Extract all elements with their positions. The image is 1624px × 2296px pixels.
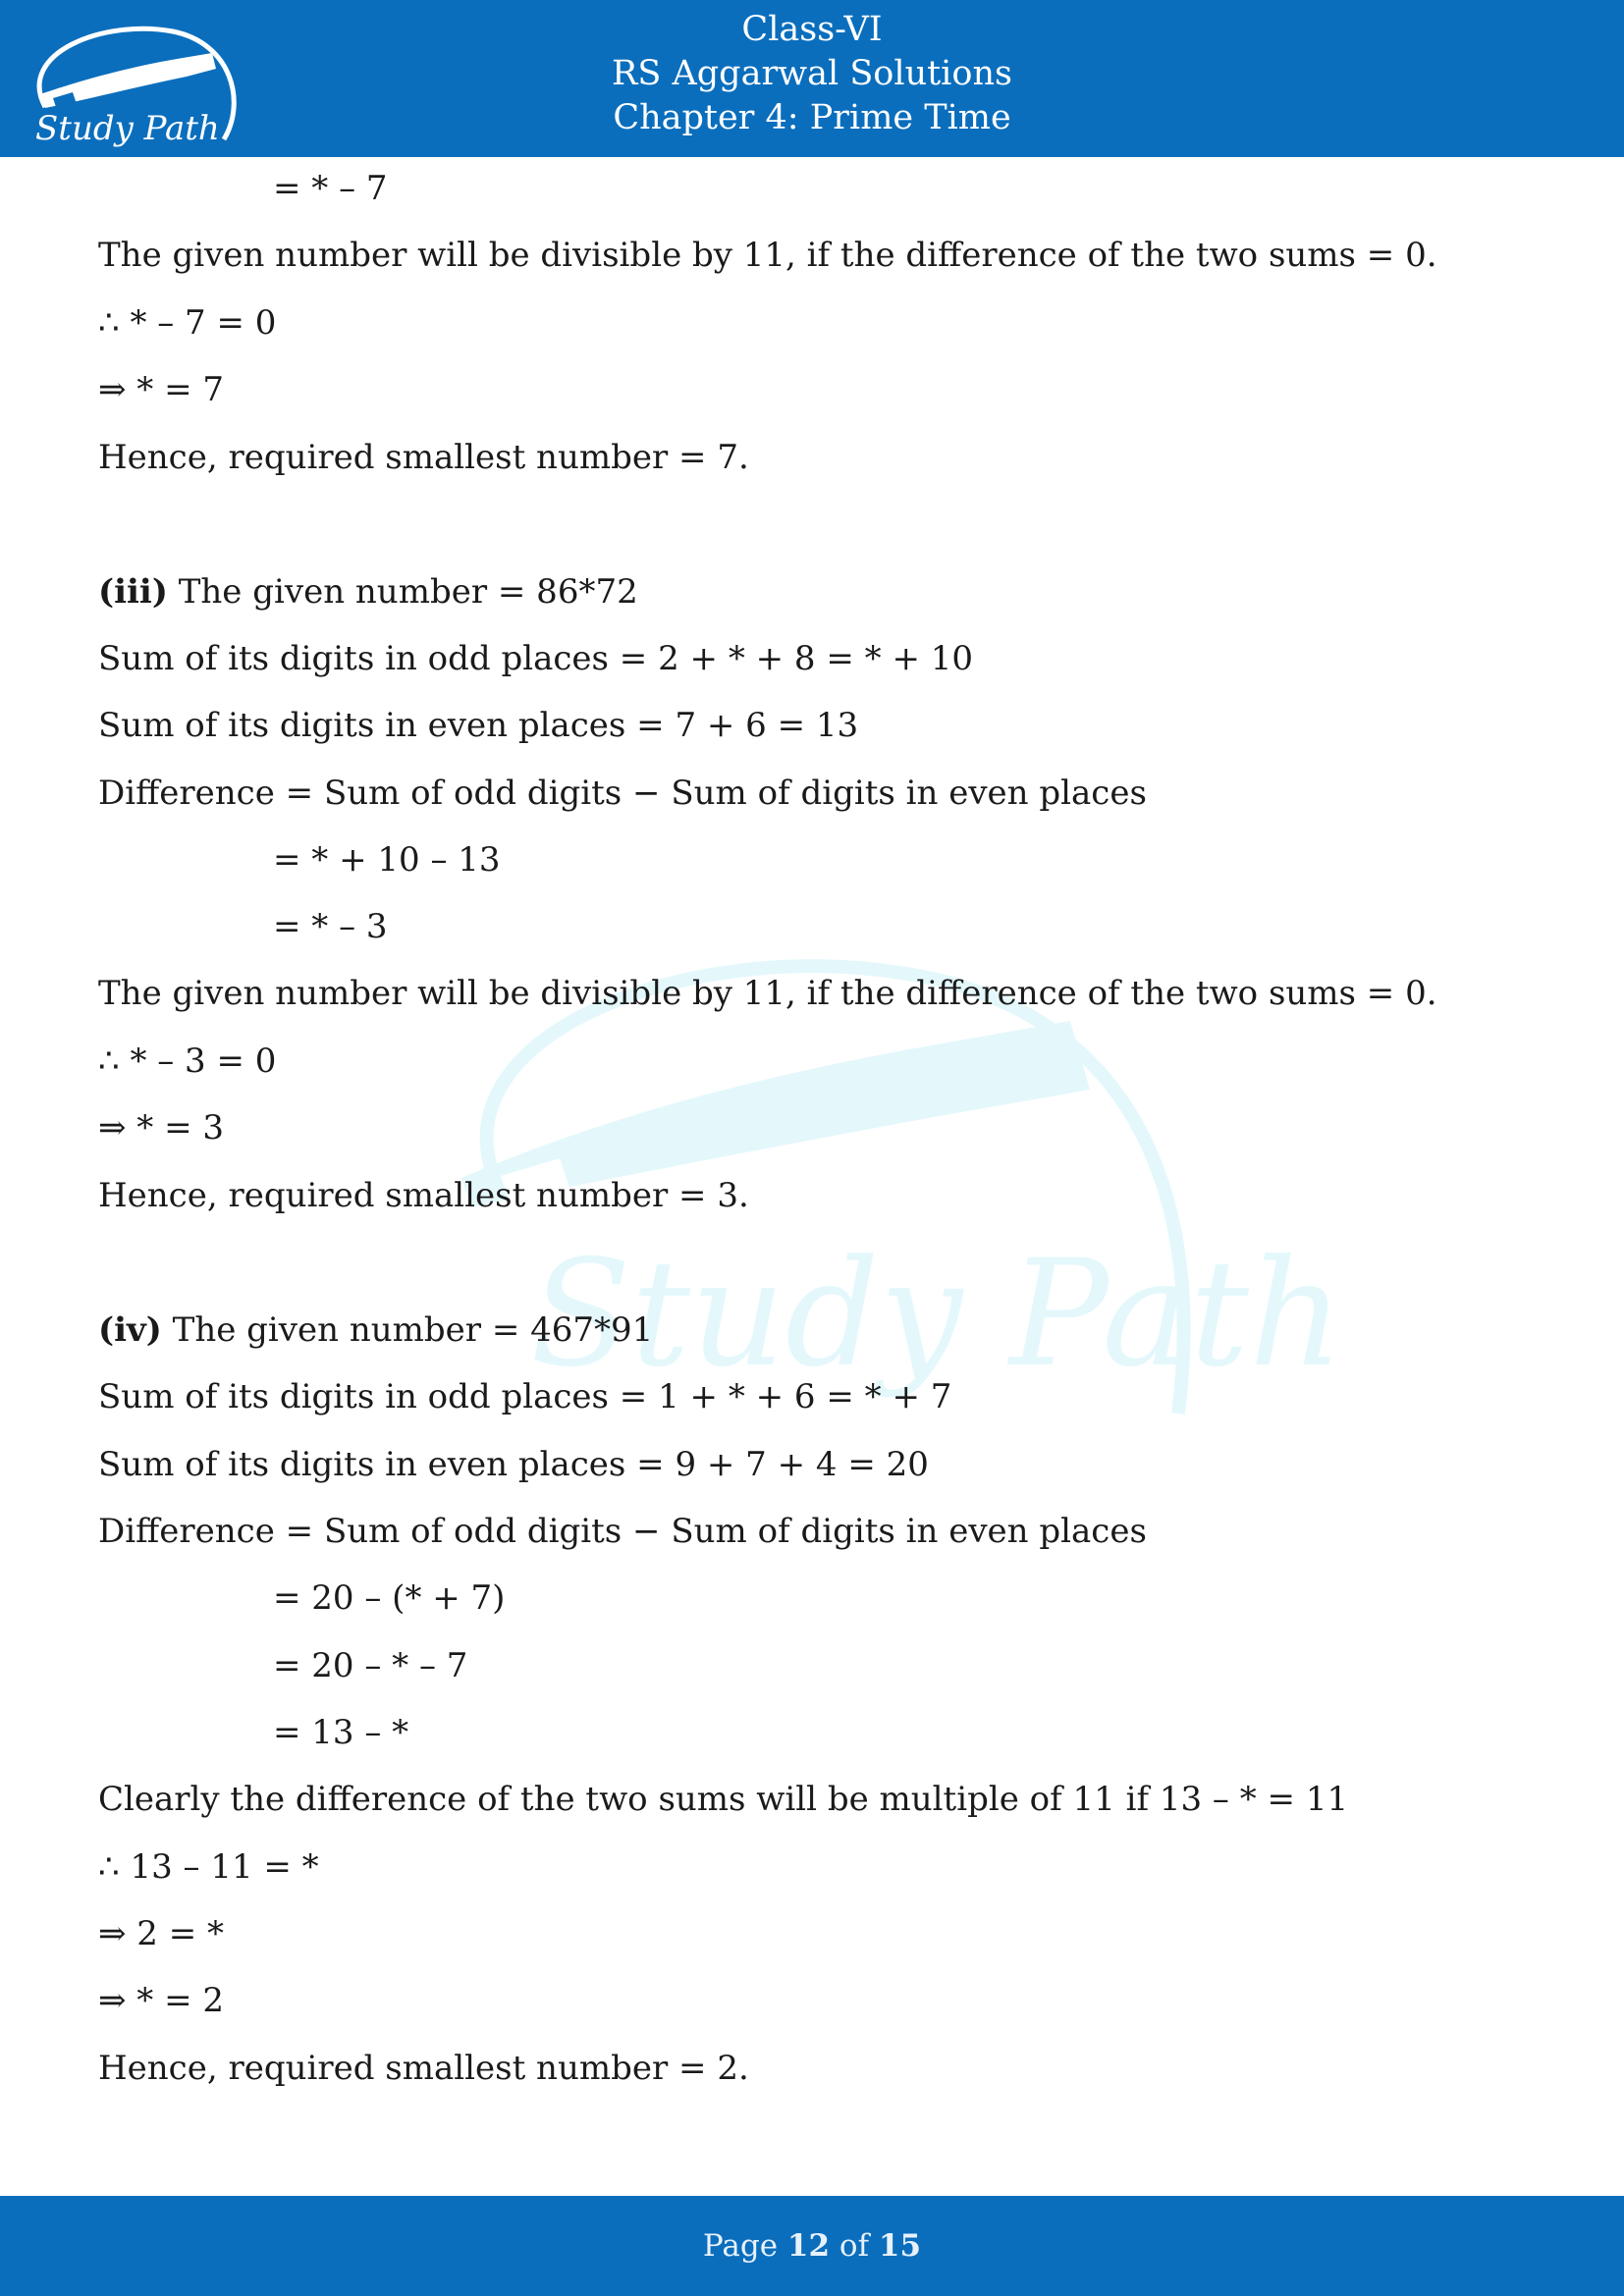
answer-line: Hence, required smallest number = 7. [98, 438, 749, 477]
header-title-block [0, 8, 1624, 140]
clearly-line: Clearly the difference of the two sums will be multiple of 11 if 13 – * = 11 [98, 1780, 1349, 1819]
header-book: RS Aggarwal Solutions [612, 54, 1012, 93]
page-prefix: Page [702, 2228, 787, 2264]
given-number-text: The given number = 467*91 [161, 1310, 654, 1350]
total-pages: 15 [878, 2228, 922, 2264]
step-line: = * – 7 [273, 169, 388, 208]
page-of: of [830, 2228, 879, 2264]
difference-line: Difference = Sum of odd digits − Sum of digits in even places [98, 774, 1147, 813]
therefore-line: ∴ 13 – 11 = * [98, 1847, 319, 1887]
part-iv-given [98, 1310, 653, 1350]
implies-line: ⇒ 2 = * [98, 1914, 225, 1953]
logo-text: Study Path [35, 109, 220, 148]
therefore-line: ∴ * – 3 = 0 [98, 1041, 277, 1081]
step-line: = * + 10 – 13 [273, 840, 501, 880]
step-line: = 20 – * – 7 [273, 1646, 468, 1685]
step-line: = 20 – (* + 7) [273, 1578, 506, 1618]
answer-line: Hence, required smallest number = 2. [98, 2049, 749, 2088]
implies-line: ⇒ * = 3 [98, 1108, 225, 1148]
answer-line: Hence, required smallest number = 3. [98, 1176, 749, 1215]
therefore-line: ∴ * – 7 = 0 [98, 303, 277, 343]
svg-text:Study Path: Study Path [530, 1229, 1344, 1400]
even-sum-line: Sum of its digits in even places = 9 + 7 + 4 = 20 [98, 1445, 929, 1484]
odd-sum-line: Sum of its digits in odd places = 2 + * + 8 = * + 10 [98, 639, 974, 678]
implies-line: ⇒ * = 7 [98, 370, 225, 409]
part-label: (iii) [98, 572, 168, 612]
part-iii-given [98, 572, 638, 612]
page-footer [0, 2196, 1624, 2296]
step-line: = * – 3 [273, 907, 388, 946]
odd-sum-line: Sum of its digits in odd places = 1 + * + 6 = * + 7 [98, 1377, 952, 1416]
header-class: Class-VI [741, 10, 883, 49]
part-label: (iv) [98, 1310, 162, 1350]
step-line: = 13 – * [273, 1713, 409, 1752]
implies-line: ⇒ * = 2 [98, 1981, 225, 2020]
condition-line: The given number will be divisible by 11, if the difference of the two sums = 0. [98, 236, 1437, 275]
header-chapter: Chapter 4: Prime Time [613, 98, 1011, 137]
given-number-text: The given number = 86*72 [167, 572, 638, 612]
page-header [0, 0, 1624, 157]
condition-line: The given number will be divisible by 11, if the difference of the two sums = 0. [98, 974, 1437, 1013]
difference-line: Difference = Sum of odd digits − Sum of digits in even places [98, 1512, 1147, 1551]
current-page: 12 [786, 2228, 831, 2264]
page-number [0, 2228, 1624, 2264]
even-sum-line: Sum of its digits in even places = 7 + 6 = 13 [98, 706, 859, 745]
